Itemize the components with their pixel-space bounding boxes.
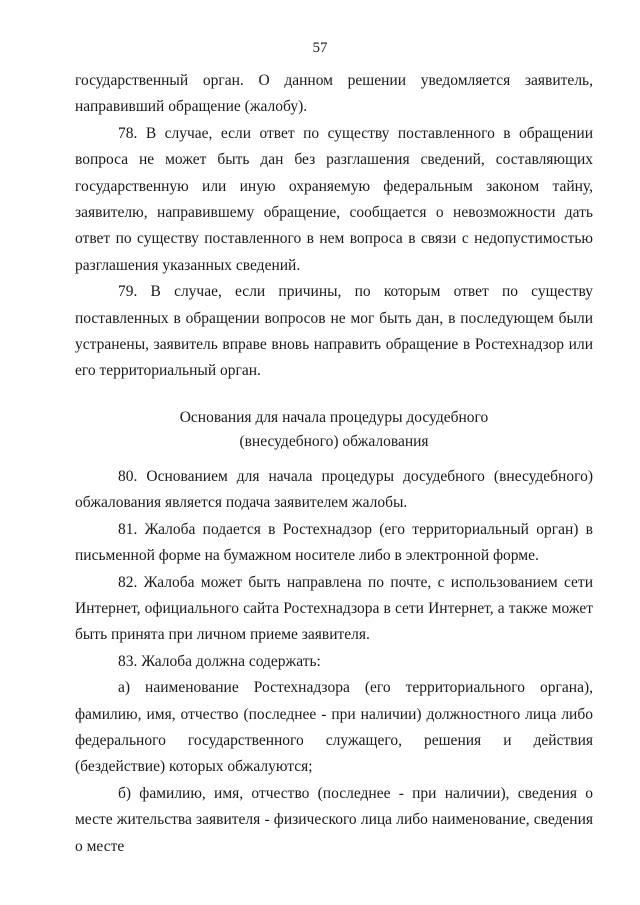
section-heading-line-2: (внесудебного) обжалования xyxy=(239,433,429,450)
paragraph-83-b: б) фамилию, имя, отчество (последнее - при наличии), сведения о месте жительства заявителя - физического лица либо наименование, сведения о месте xyxy=(75,784,593,855)
paragraph-81: 81. Жалоба подается в Ростехнадзор (его территориальный орган) в письменной форме на бумажном носителе либо в электронной форме. xyxy=(75,520,593,565)
page-number: 57 xyxy=(312,40,328,56)
paragraph-78: 78. В случае, если ответ по существу поставленного в обращении вопроса не может быть дан без разглашения сведений, составляющих государственную или иную охраняемую федеральным законом тайну, заявителю, направившему обращение, сообщается о невозможности дать ответ по существу поставленного в нем вопроса в связи с недопустимостью разглашения указанных сведений. xyxy=(75,124,593,274)
paragraph-continuation: государственный орган. О данном решении уведомляется заявитель, направивший обращение (жалобу). xyxy=(75,72,593,116)
paragraph-79: 79. В случае, если причины, по которым ответ по существу поставленных в обращении вопросов не мог быть дан, в последующем были устранены, заявитель вправе вновь направить обращение в Ростехнадзор или его территориальный орган. xyxy=(75,283,593,380)
paragraph-83-a: а) наименование Ростехнадзора (его территориального органа), фамилию, имя, отчество (последнее - при наличии) должностного лица либо федерального государственного служащего, решения и действия (бездействие) которых обжалуются; xyxy=(75,679,593,776)
section-heading-line-1: Основания для начала процедуры досудебного xyxy=(179,409,489,426)
section-heading xyxy=(75,406,593,454)
text-block-bottom xyxy=(75,464,593,860)
paragraph-80: 80. Основанием для начала процедуры досудебного (внесудебного) обжалования является подача заявителем жалобы. xyxy=(75,468,593,512)
paragraph-82: 82. Жалоба может быть направлена по почте, с использованием сети Интернет, официального сайта Ростехнадзора в сети Интернет, а также может быть принята при личном приеме заявителя. xyxy=(75,573,593,644)
paragraph-83: 83. Жалоба должна содержать: xyxy=(118,652,321,670)
text-block-top xyxy=(75,68,593,385)
